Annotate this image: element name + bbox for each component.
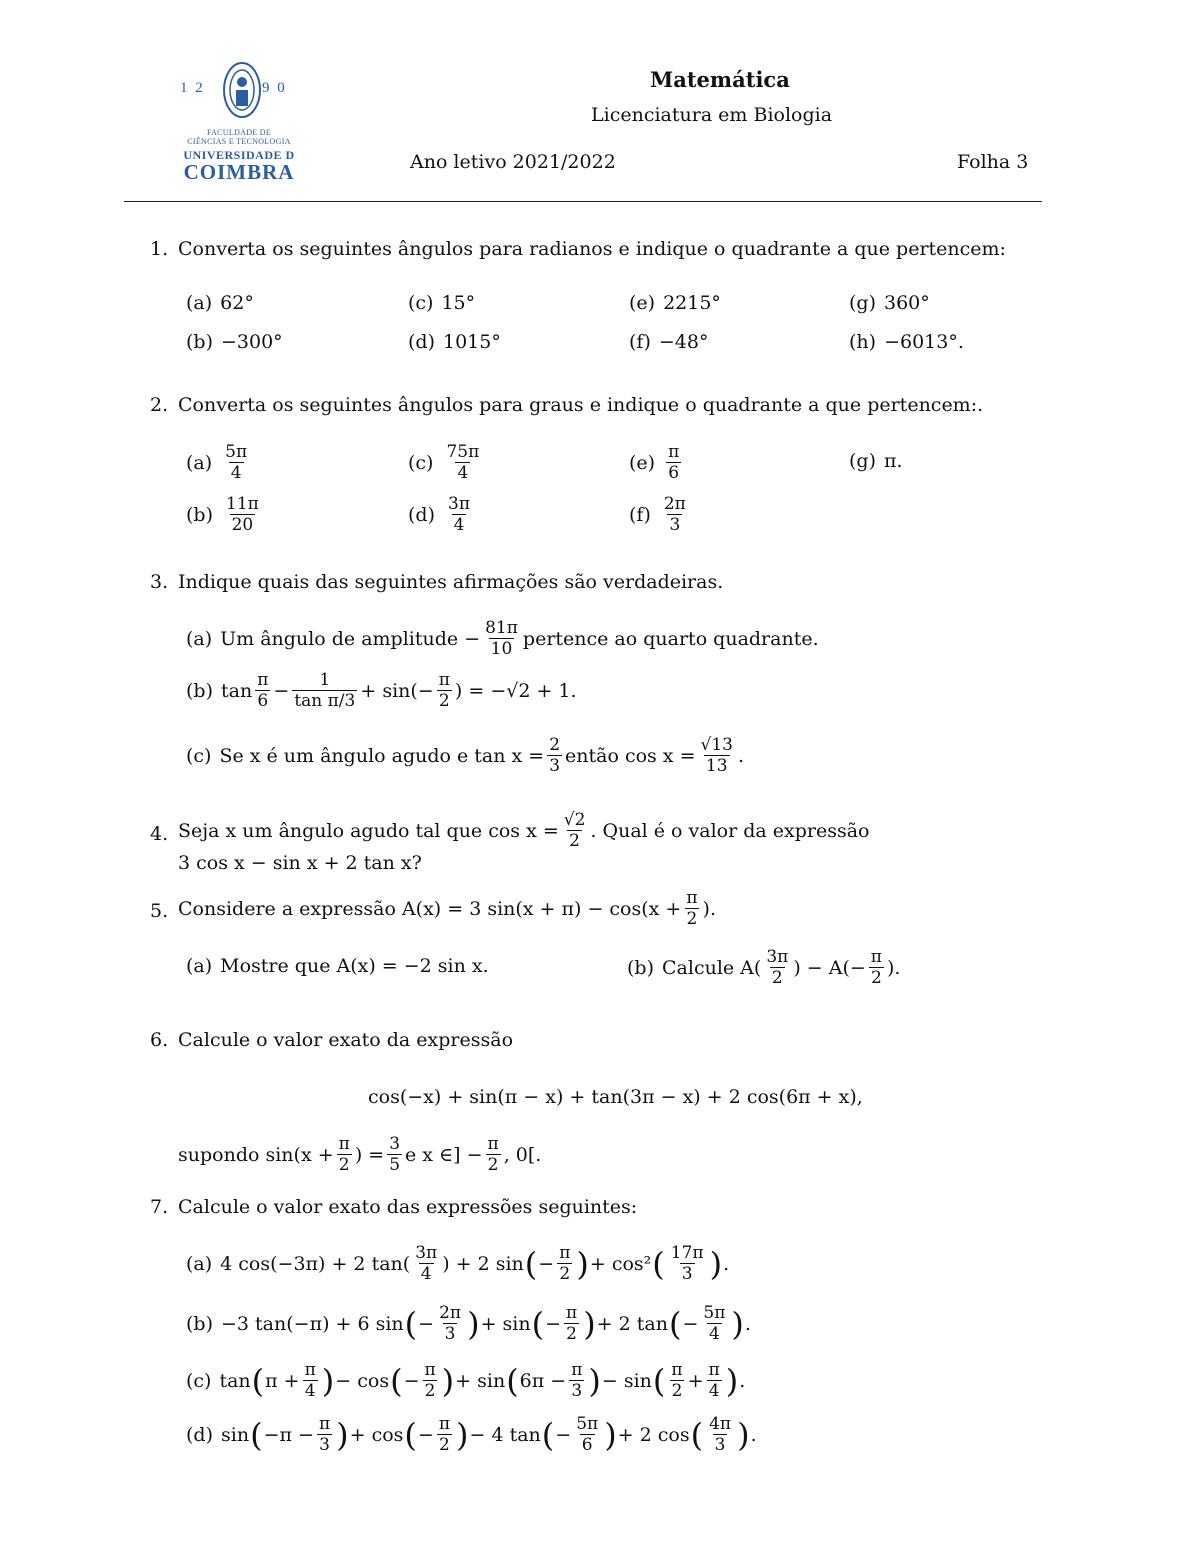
q7-text: Calcule o valor exato das expressões seguintes: (178, 1196, 638, 1218)
q2-item-c: (c) 75π 4 (408, 442, 480, 483)
logo-city: COIMBRA (183, 160, 295, 184)
logo-year-right: 9 0 (262, 80, 287, 96)
q3-text: Indique quais das seguintes afirmações são verdadeiras. (178, 571, 724, 593)
course-title: Matemática (650, 67, 790, 92)
q6-number: 6. (150, 1029, 169, 1051)
q5-text: Considere a expressão A(x) = 3 sin(x + π) − cos(x + $\frac{\pi}{2}$ ). (178, 888, 716, 929)
q6-formula: cos(−x) + sin(π − x) + tan(3π − x) + 2 cos(6π + x), (368, 1086, 863, 1108)
seal-icon (222, 60, 262, 120)
q4-text: Seja x um ângulo agudo tal que cos x = $\frac{√2}{2}$ . Qual é o valor da expressão (178, 810, 870, 851)
logo-university: UNIVERSIDADE D (183, 148, 295, 162)
q2-item-e: (e) π 6 (629, 442, 680, 483)
q7-item-d: (d) sin ( −π − $\frac{\pi}{3}$ ) + cos ( − $\frac{\pi}{2}$ ) − 4 tan ( − $\frac{5\pi}{6}$ ) + 2 cos ( 4π 3 ) . (186, 1414, 757, 1455)
q2-item-b: (b) 11π 20 (186, 494, 259, 535)
q1-item-d: (d) 1015° (408, 331, 501, 353)
university-logo (178, 58, 300, 184)
q5-number: 5. (150, 900, 169, 922)
q1-text: Converta os seguintes ângulos para radianos e indique o quadrante a que pertencem: (178, 238, 1006, 260)
q5-item-a: (a) Mostre que A(x) = −2 sin x. (186, 955, 489, 977)
q6-text: Calcule o valor exato da expressão (178, 1029, 514, 1051)
q7-item-b: (b) −3 tan(−π) + 6 sin ( − $\frac{2\pi}{3}$ ) + sin ( − $\frac{\pi}{2}$ ) + 2 tan ( − $\frac{5\pi}{4}$ ) . (186, 1303, 751, 1344)
logo-year-left: 1 2 (180, 80, 205, 96)
q6-condition: supondo sin(x + $\frac{\pi}{2}$ ) = $\frac{3}{5}$ e x ∈] − $\frac{\pi}{2}$ , 0[. (178, 1134, 542, 1175)
q7-item-a: (a) 4 cos(−3π) + 2 tan( 3π 4 ) + 2 sin ( − $\frac{\pi}{2}$ ) + cos² ( 17π 3 ) . (186, 1243, 730, 1284)
q2-number: 2. (150, 394, 169, 416)
q1-item-f: (f) −48° (629, 331, 709, 353)
degree-name: Licenciatura em Biologia (591, 104, 833, 126)
q1-item-e: (e) 2215° (629, 292, 721, 314)
q7-number: 7. (150, 1196, 169, 1218)
logo-faculty: FACULDADE DE CIÊNCIAS E TECNOLOGIA (187, 128, 291, 146)
q1-item-b: (b) −300° (186, 331, 283, 353)
q4-expression: 3 cos x − sin x + 2 tan x? (178, 852, 422, 874)
q3-number: 3. (150, 571, 169, 593)
q4-number: 4. (150, 823, 169, 845)
q1-item-h: (h) −6013°. (849, 331, 964, 353)
q7-item-c: (c) tan ( π + $\frac{\pi}{4}$ ) − cos ( − $\frac{\pi}{2}$ ) + sin ( 6π − $\frac{\pi}{3}$ ) − sin ( π 2 + $\frac{\pi}{4}$ ) . (186, 1360, 746, 1401)
q2-text: Converta os seguintes ângulos para graus e indique o quadrante a que pertencem:. (178, 394, 984, 416)
q2-item-d: (d) 3π 4 (408, 494, 470, 535)
q3-item-a: (a) Um ângulo de amplitude − $\frac{81\pi}{10}$ pertence ao quarto quadrante. (186, 618, 819, 659)
sheet-number: Folha 3 (957, 151, 1029, 173)
q3-item-c: (c) Se x é um ângulo agudo e tan x = $\frac{2}{3}$ então cos x = $\frac{√13}{13}$ . (186, 735, 744, 776)
q5-item-b: (b) Calcule A( 3π 2 ) − A(− $\frac{\pi}{2}$ ). (627, 947, 901, 988)
q2-item-g: (g) π. (849, 450, 903, 472)
q1-item-a: (a) 62° (186, 292, 254, 314)
q1-item-c: (c) 15° (408, 292, 476, 314)
q2-item-f: (f) 2π 3 (629, 494, 686, 535)
academic-year: Ano letivo 2021/2022 (410, 151, 616, 173)
q1-item-g: (g) 360° (849, 292, 930, 314)
header-divider (124, 201, 1042, 202)
q2-item-a: (a) 5π 4 (186, 442, 248, 483)
q1-number: 1. (150, 238, 169, 260)
q3-item-b: (b) tan π 6 − $\frac{1}{\text{tan π/3}}$ + sin(− $\frac{\pi}{2}$ ) = −√2 + 1. (186, 670, 577, 711)
